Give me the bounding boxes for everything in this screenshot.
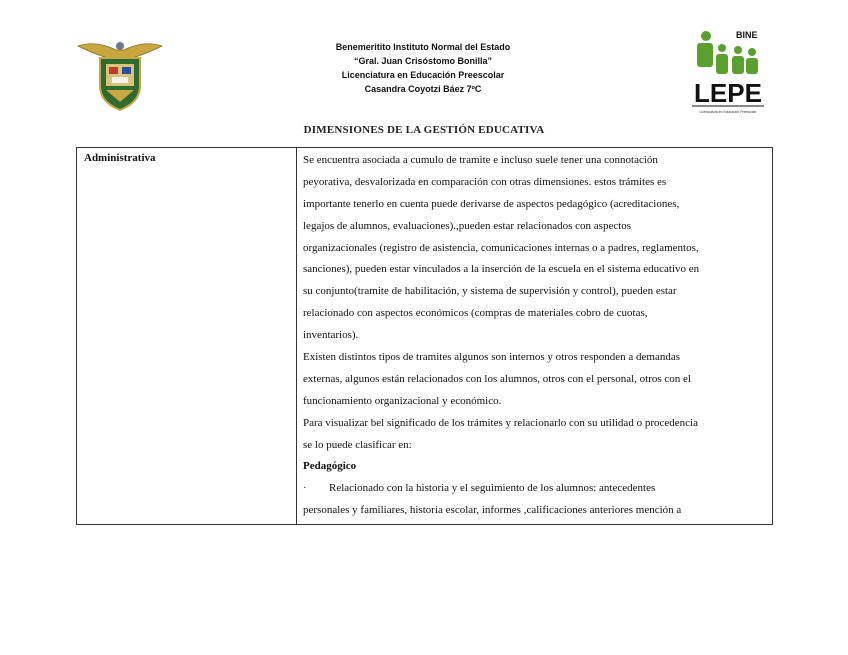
paragraph-line: sanciones), pueden estar vinculados a la inserción de la escuela en el sistema educativo en [303,263,700,276]
institution-emblem-logo [76,36,164,112]
paragraph-line: importante tenerlo en cuenta puede derivarse de aspectos pedagógico (acreditaciones, [303,197,680,210]
eagle-shield-icon [76,36,164,112]
paragraph-line: Se encuentra asociada a cumulo de tramite e incluso suele tener una connotación [303,154,658,166]
row-label-cell: Administrativa [84,152,156,164]
paragraph-line: Existen distintos tipos de tramites algunos son internos y otros responden a demandas [303,351,681,364]
institution-namesake: “Gral. Juan Crisóstomo Bonilla” [353,56,493,66]
paragraph-line: organizacionales (registro de asistencia, comunicaciones internas o a padres, reglamentos, [303,241,699,254]
paragraph-line: legajos de alumnos, evaluaciones).,pueden estar relacionados con aspectos [303,219,632,232]
bullet-dot-icon: · [303,482,307,495]
paragraph-line: funcionamiento organizacional y económico. [303,394,502,407]
paragraph-line: se lo puede clasificar en: [303,438,412,451]
institution-name: Benemeritito Instituto Normal del Estado [335,42,511,52]
content-table [76,147,773,525]
program-name: Licenciatura en Educación Preescolar [341,70,505,80]
paragraph-line: inventarios). [303,329,359,342]
bullet-text: Relacionado con la historia y el seguimiento de los alumnos: antecedentes [329,482,656,495]
author-name: Casandra Coyotzi Báez 7ºC [364,84,482,94]
paragraph-line: peyorativa, desvalorizada en comparación con otras dimensiones. estos trámites es [303,175,667,188]
bullet-continuation: personales y familiares, historia escolar, informes ,calificaciones anteriores mención a [303,504,682,517]
logo-tagline-text: Licenciatura en Educación Preescolar [699,110,757,114]
lepe-logo [688,24,768,118]
description-cell [303,150,769,522]
paragraph-line: relacionado con aspectos económicos (compras de materiales cobro de cuotas, [303,307,648,320]
subheading-pedagogico: Pedagógico [303,460,357,473]
paragraph-line: Para visualizar bel significado de los trámites y relacionarlo con su utilidad o procedencia [303,416,698,429]
bullet-item [303,478,769,500]
logo-name-text: LEPE [694,78,762,108]
institution-header [300,40,546,96]
paragraph-line: su conjunto(tramite de habilitación, y sistema de supervisión y control), pueden estar [303,285,677,298]
paragraph-line: externas, algunos están relacionados con los alumnos, otros con el personal, otros con el [303,372,691,385]
document-title: DIMENSIONES DE LA GESTIÓN EDUCATIVA [303,124,545,136]
logo-tag-text: BINE [736,30,758,40]
column-divider [296,148,297,524]
people-group-icon [688,24,768,118]
